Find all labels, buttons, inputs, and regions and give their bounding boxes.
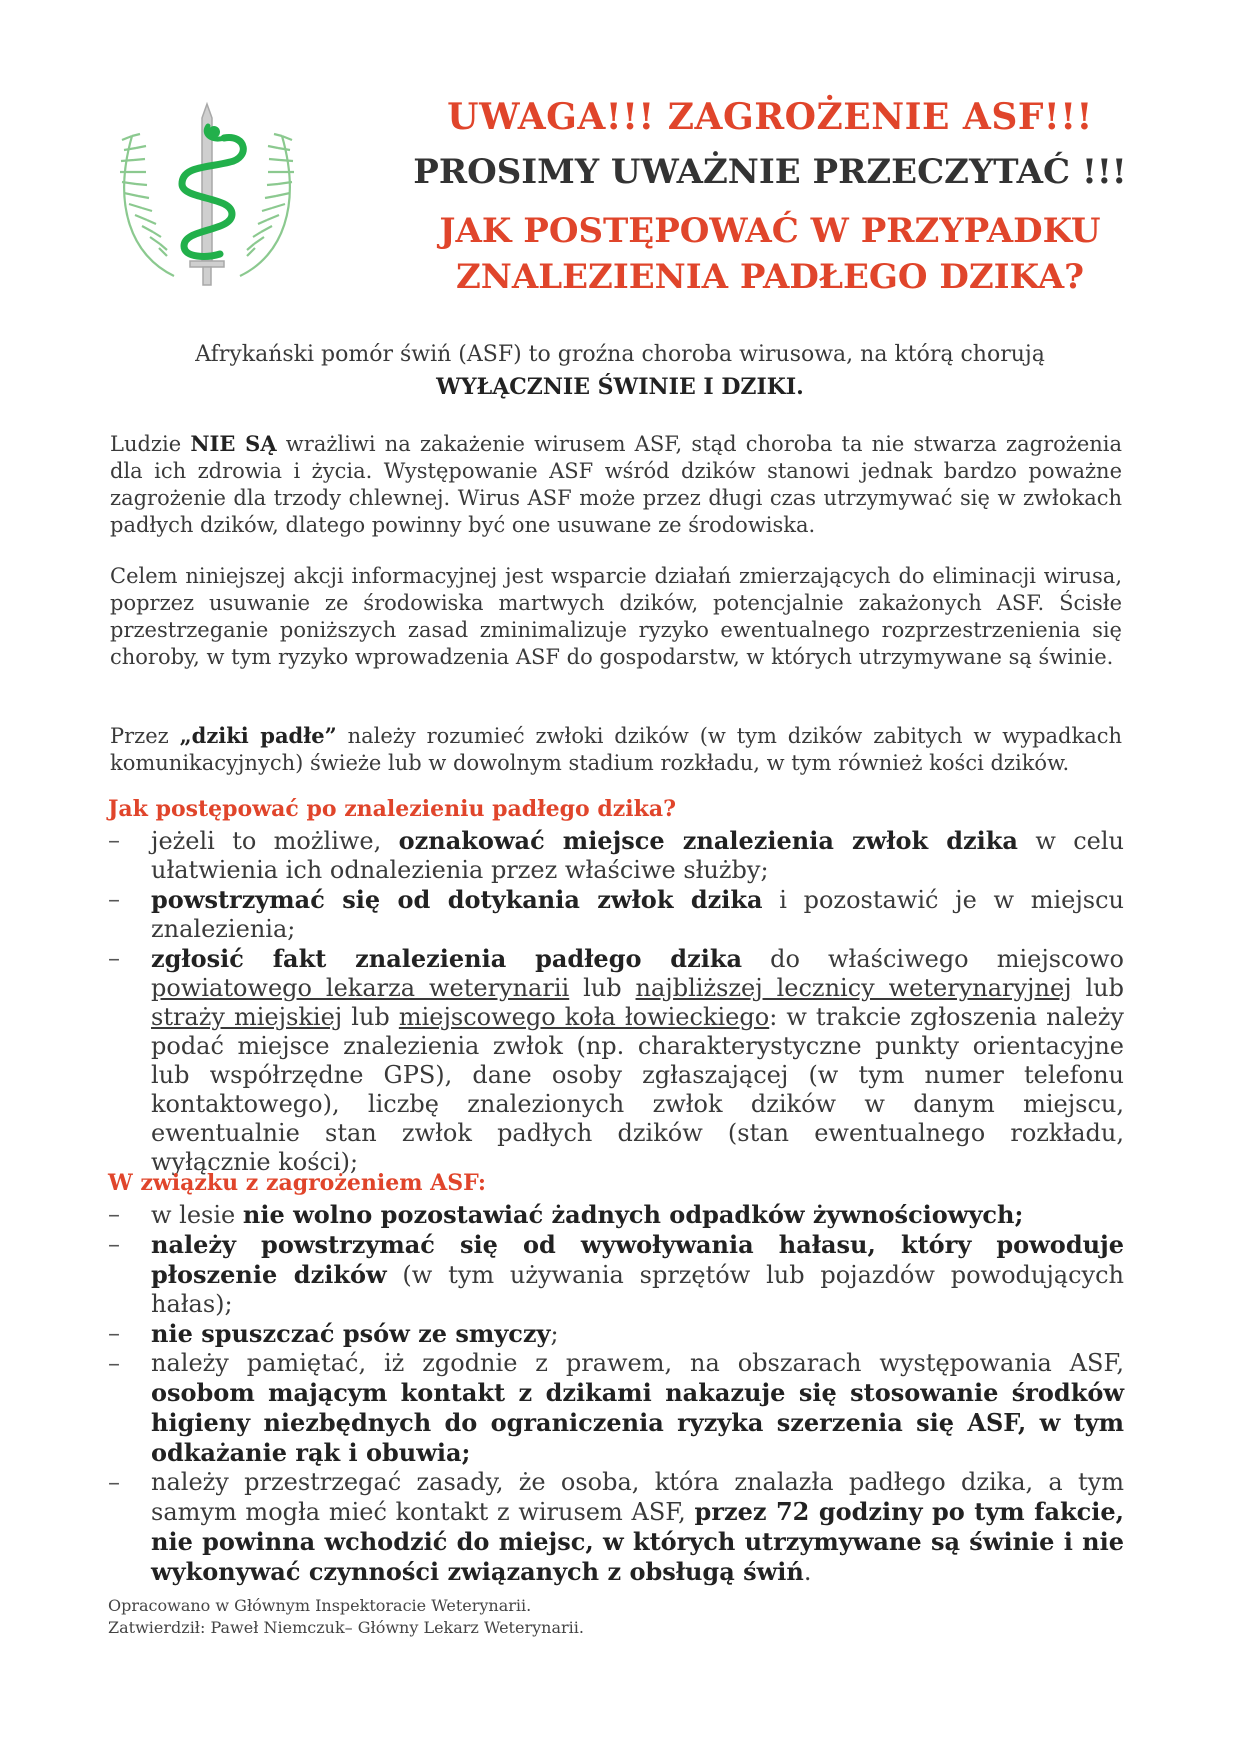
- s1-i1-c: w celu ułatwienia ich odnalezienia przez właściwe służby;: [151, 827, 1124, 884]
- s2-i4-a: należy pamiętać, iż zgodnie z prawem, na obszarach występowania ASF,: [151, 1349, 1124, 1377]
- list-item: [108, 885, 1124, 944]
- footer: [108, 1595, 584, 1639]
- s1-i3-d: lub: [569, 974, 636, 1002]
- s2-i2-c: (w tym używania sprzętów lub pojazdów powodujących hałas);: [151, 1261, 1124, 1318]
- main-question-heading: [360, 208, 1180, 300]
- p3-text-a: Przez: [110, 724, 180, 748]
- s1-i1-a: jeżeli to możliwe,: [151, 827, 399, 855]
- read-carefully-heading: PROSIMY UWAŻNIE PRZECZYTAĆ !!!: [413, 152, 1127, 192]
- paragraph-definition: [110, 722, 1122, 777]
- s2-i1-b: nie wolno pozostawiać żadnych odpadków żywnościowych;: [242, 1200, 1024, 1229]
- district-vet-reference: powiatowego lekarza weterynarii: [151, 974, 570, 1002]
- header-block: [360, 96, 1180, 300]
- list-item: [108, 1200, 1124, 1230]
- list-item: [108, 1319, 1124, 1349]
- paragraph-purpose: Celem niniejszej akcji informacyjnej jest wsparcie działań zmierzających do eliminacji wirusa, poprzez usuwanie ze środowiska martwych dzików, potencjalnie zakażonych ASF. Ścisłe przestrzeganie poniższych zasad zminimalizuje ryzyko ewentualnego rozprzestrzenienia się choroby, w tym ryzyko wprowadzenia ASF do gospodarstw, w których utrzymywane są świnie.: [110, 564, 1122, 669]
- list-item: [108, 1468, 1124, 1587]
- veterinary-inspection-logo: [102, 96, 312, 296]
- p3-text-c: należy rozumieć zwłoki dzików (w tym dzików zabitych w wypadkach komunikacyjnych) świeże lub w dowolnym stadium rozkładu, w tym również kości dzików.: [110, 724, 1123, 775]
- s2-i5-c: .: [803, 1558, 812, 1586]
- p1-bold: NIE SĄ: [190, 431, 277, 456]
- approved-by: Zatwierdził: Paweł Niemczuk– Główny Lekarz Weterynarii.: [108, 1618, 584, 1637]
- s1-i3-g: : w trakcie zgłoszenia należy podać miejsce znalezienia zwłok (np. charakterystyczne punkty orientacyjne lub współrzędne GPS), dane osoby zgłaszającej (w tym numer telefonu kontaktowego), liczbę znalezionych zwłok dzików w danym miejscu, ewentualnie stan zwłok padłych dzików (stan ewentualnego rozkładu, wyłącznie kości);: [151, 1003, 1124, 1176]
- s1-i1-b: oznakować miejsce znalezienia zwłok dzika: [398, 826, 1018, 855]
- nearest-vet-clinic-reference: najbliższej lecznicy weterynaryjnej: [635, 974, 1072, 1002]
- s2-i2-b: należy powstrzymać się od wywoływania hałasu, który powoduje płoszenie dzików: [151, 1230, 1124, 1289]
- s1-i3-e: lub: [1071, 974, 1125, 1002]
- prepared-by: Opracowano w Głównym Inspektoracie Weterynarii.: [108, 1596, 532, 1615]
- p1-text-a: Ludzie: [110, 432, 191, 456]
- list-item: [108, 826, 1124, 885]
- list-item: [108, 1349, 1124, 1468]
- hunting-club-reference: miejscowego koła łowieckiego: [398, 1003, 770, 1031]
- s2-i1-a: w lesie: [151, 1201, 243, 1229]
- section-heading-asf-threat: W związku z zagrożeniem ASF:: [108, 1170, 487, 1196]
- asf-rules-list: [108, 1200, 1124, 1587]
- s1-i3-c: do właściwego miejscowo: [742, 945, 1124, 973]
- s2-i5-b: przez 72 godziny po tym fakcie, nie powinna wchodzić do miejsc, w których utrzymywane są świnie i nie wykonywać czynności związanych z obsługą świń: [151, 1497, 1124, 1586]
- s1-i2-c: i pozostawić je w miejscu znalezienia;: [151, 886, 1124, 943]
- main-question-line-2: ZNALEZIENIA PADŁEGO DZIKA?: [455, 257, 1085, 297]
- s2-i5-a: należy przestrzegać zasady, że osoba, która znalazła padłego dzika, a tym samym mogła mieć kontakt z wirusem ASF,: [151, 1468, 1124, 1526]
- intro-emphasis: WYŁĄCZNIE ŚWINIE I DZIKI.: [436, 374, 804, 400]
- s1-i3-f: lub: [342, 1003, 399, 1031]
- p1-text-c: wrażliwi na zakażenie wirusem ASF, stąd choroba ta nie stwarza zagrożenia dla ich zdrowia i życia. Występowanie ASF wśród dzików stanowi jednak bardzo poważne zagrożenie dla trzody chlewnej. Wirus ASF może przez długi czas utrzymywać się w zwłokach padłych dzików, dlatego powinny być one usuwane ze środowiska.: [110, 432, 1123, 537]
- alert-heading: UWAGA!!! ZAGROŻENIE ASF!!!: [447, 96, 1093, 138]
- what-to-do-list: [108, 826, 1124, 1177]
- list-item: [108, 1230, 1124, 1319]
- section-heading-what-to-do: Jak postępować po znalezieniu padłego dzika?: [108, 796, 676, 822]
- s2-i3-c: ;: [550, 1320, 559, 1348]
- s2-i4-b: osobom mającym kontakt z dzikami nakazuje się stosowanie środków higieny niezbędnych do ograniczenia ryzyka szerzenia się ASF, w tym odkażanie rąk i obuwia;: [151, 1378, 1124, 1467]
- s2-i3-b: nie spuszczać psów ze smyczy: [151, 1319, 551, 1348]
- intro-text: Afrykański pomór świń (ASF) to groźna choroba wirusowa, na którą chorują: [195, 342, 1045, 367]
- s1-i2-b: powstrzymać się od dotykania zwłok dzika: [151, 885, 763, 914]
- paragraph-human-safety: [110, 430, 1122, 539]
- intro-paragraph: [110, 338, 1130, 404]
- main-question-line-1: JAK POSTĘPOWAĆ W PRZYPADKU: [439, 211, 1101, 251]
- municipal-police-reference: straży miejskiej: [151, 1003, 343, 1031]
- s1-i3-b: zgłosić fakt znalezienia padłego dzika: [151, 944, 743, 973]
- p3-bold: „dziki padłe”: [179, 723, 337, 748]
- list-item: [108, 944, 1124, 1177]
